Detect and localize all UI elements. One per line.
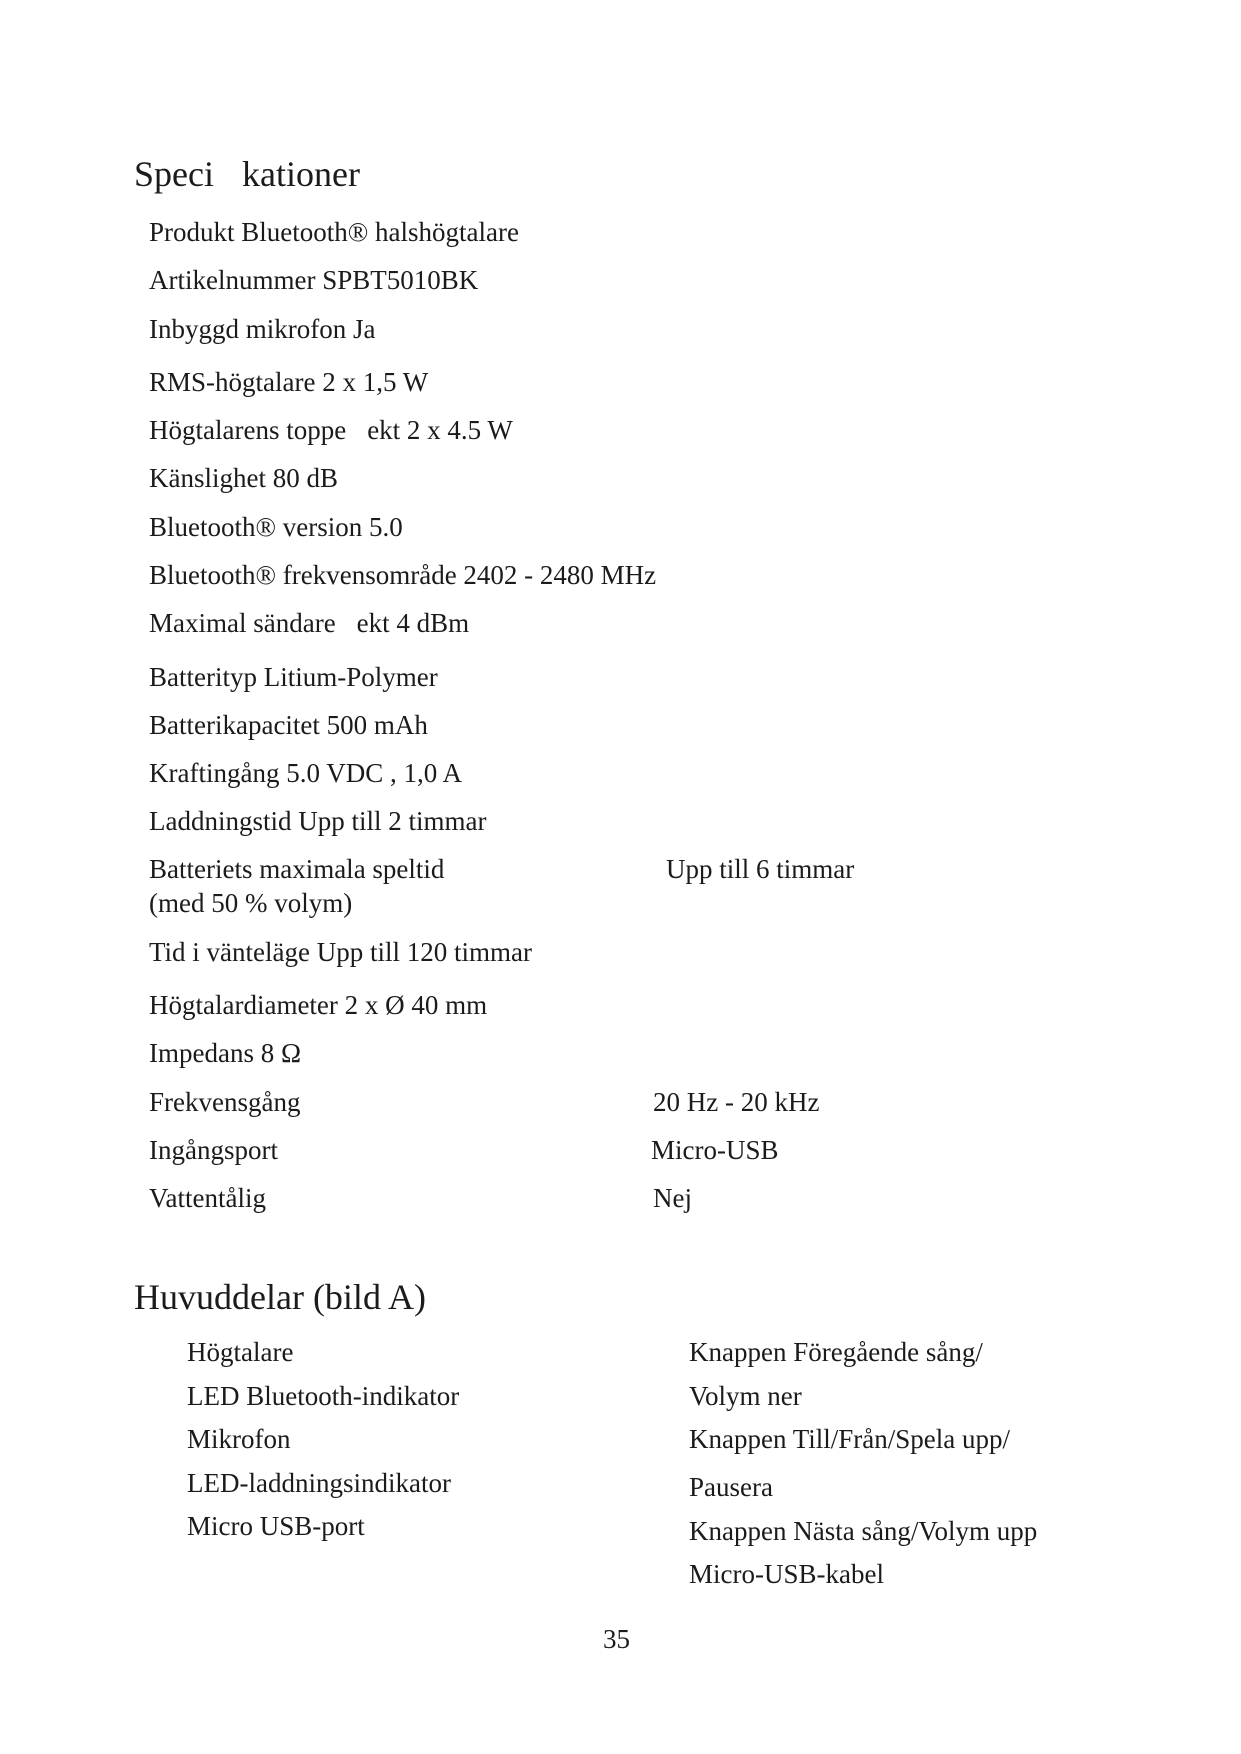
spec-pair-value: Micro-USB [651,1135,779,1165]
spec-line: Maximal sändare ekt 4 dBm [149,608,470,638]
spec-line: Artikelnummer SPBT5010BK [149,265,479,295]
spec-line: Batterikapacitet 500 mAh [149,710,428,740]
playtime-label-sub: (med 50 % volym) [149,888,353,918]
part-item: Volym ner [689,1381,802,1411]
spec-pair-value: 20 Hz - 20 kHz [653,1087,820,1117]
playtime-label: Batteriets maximala speltid [149,854,445,884]
spec-line: Bluetooth® version 5.0 [149,512,403,542]
part-item: Knappen Nästa sång/Volym upp [689,1516,1038,1546]
specs-heading: Speci kationer [134,154,360,194]
spec-pair-label: Vattentålig [149,1183,266,1213]
part-item: Pausera [689,1472,773,1502]
spec-line: Batterityp Litium-Polymer [149,662,438,692]
part-item: Micro USB-port [187,1511,365,1541]
spec-line: RMS-högtalare 2 x 1,5 W [149,367,429,397]
spec-pair-value: Nej [653,1183,692,1213]
spec-pair-label: Frekvensgång [149,1087,301,1117]
parts-heading: Huvuddelar (bild A) [134,1277,426,1317]
spec-line: Impedans 8 Ω [149,1038,302,1068]
spec-line: Bluetooth® frekvensområde 2402 - 2480 MHz [149,560,657,590]
part-item: Mikrofon [187,1424,291,1454]
part-item: Knappen Till/Från/Spela upp/ [689,1424,1011,1454]
spec-line: Inbyggd mikrofon Ja [149,314,376,344]
playtime-value: Upp till 6 timmar [666,854,855,884]
spec-pair-label: Ingångsport [149,1135,278,1165]
spec-line: Kraftingång 5.0 VDC , 1,0 A [149,758,462,788]
spec-line: Tid i vänteläge Upp till 120 timmar [149,937,532,967]
part-item: Knappen Föregående sång/ [689,1337,983,1367]
spec-line: Högtalardiameter 2 x Ø 40 mm [149,990,488,1020]
spec-line: Produkt Bluetooth® halshögtalare [149,217,519,247]
part-item: Högtalare [187,1337,294,1367]
part-item: LED Bluetooth-indikator [187,1381,460,1411]
spec-line: Känslighet 80 dB [149,463,338,493]
part-item: LED-laddningsindikator [187,1468,451,1498]
spec-line: Laddningstid Upp till 2 timmar [149,806,487,836]
page-number: 35 [603,1624,630,1654]
spec-line: Högtalarens toppe ekt 2 x 4.5 W [149,415,513,445]
part-item: Micro-USB-kabel [689,1559,884,1589]
